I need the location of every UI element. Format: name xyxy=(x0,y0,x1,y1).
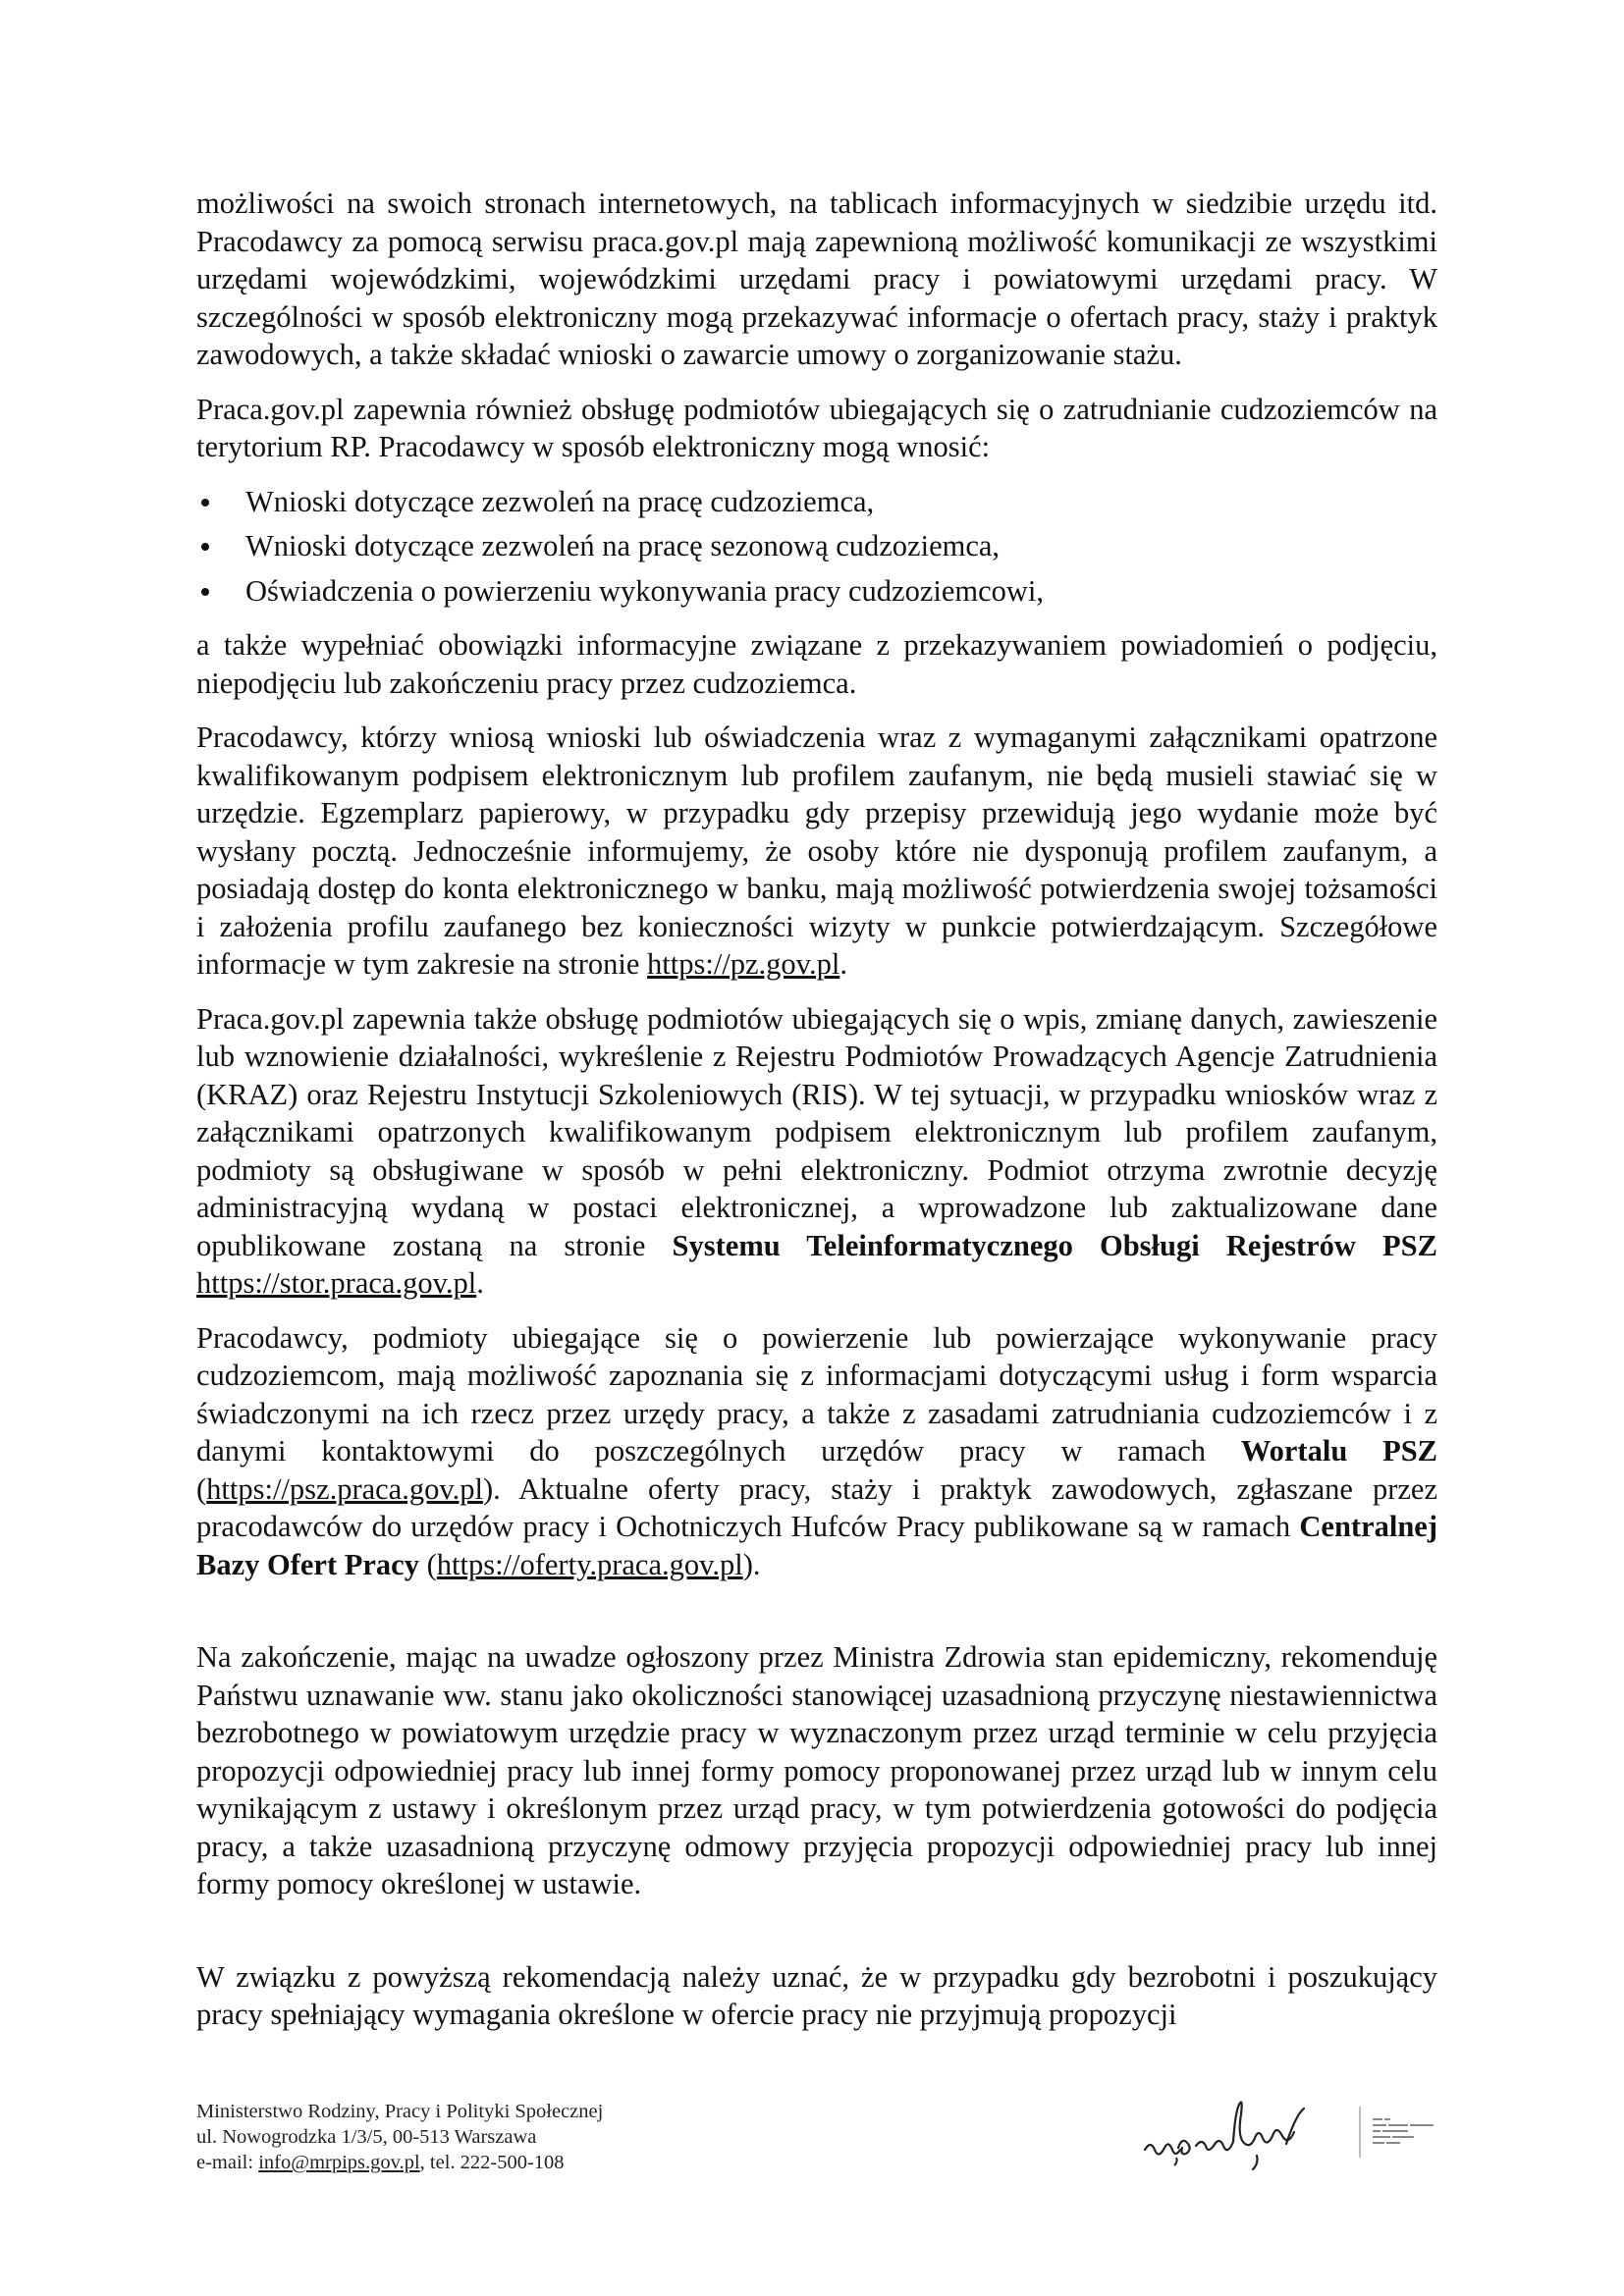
footer-ministry: Ministerstwo Rodziny, Pracy i Polityki Społecznej xyxy=(196,2101,604,2122)
oferty-praca-link[interactable]: https://oferty.praca.gov.pl xyxy=(436,1547,743,1581)
list-item: Wnioski dotyczące zezwoleń na pracę cudzoziemca, xyxy=(196,483,1437,521)
cbop-name: Centralnej Bazy Ofert Pracy xyxy=(196,1510,1437,1581)
paragraph-6 xyxy=(196,1319,1437,1584)
pz-gov-link[interactable]: https://pz.gov.pl xyxy=(647,947,840,981)
bullet-list xyxy=(196,483,1437,611)
footer-phone: , tel. 222-500-108 xyxy=(419,2152,565,2173)
paragraph-1: możliwości na swoich stronach internetowych, na tablicach informacyjnych w siedzibie urzędu itd. Pracodawcy za pomocą serwisu praca.gov.pl mają zapewnioną możliwość komunikacji ze wszystkimi urzędami wojewódzkimi, wojewódzkimi urzędami pracy i powiatowymi urzędami pracy. W szczególności w sposób elektroniczny mogą przekazywać informacje o ofertach pracy, staży i praktyk zawodowych, a także składać wnioski o zawarcie umowy o zorganizowanie stażu. xyxy=(196,187,1437,371)
paragraph-4-text: Pracodawcy, którzy wniosą wnioski lub oświadczenia wraz z wymaganymi załącznikami opatrzone kwalifikowanym podpisem elektronicznym lub profilem zaufanym, nie będą musieli stawiać się w urzędzie. Egzemplarz papierowy, w przypadku gdy przepisy przewidują jego wydanie może być wysłany pocztą. Jednocześnie informujemy, że osoby które nie dysponują profilem zaufanym, a posiadają dostęp do konta elektronicznego w banku, mają możliwość potwierdzenia swojej tożsamości i założenia profilu zaufanego bez konieczności wizyty w punkcie potwierdzającym. Szczegółowe informacje w tym zakresie na stronie xyxy=(196,721,1437,981)
paragraph-6-c: ). Aktualne oferty pracy, staży i praktyk zawodowych, zgłaszane przez pracodawców do urzędów pracy i Ochotniczych Hufców Pracy publikowane są w ramach xyxy=(196,1471,1437,1543)
wortal-psz-name: Wortalu PSZ xyxy=(1240,1434,1438,1468)
signature-divider xyxy=(1359,2107,1361,2158)
paragraph-6-a: Pracodawcy, podmioty ubiegające się o powierzenie lub powierzające wykonywanie pracy cudzoziemcom, mają możliwość zapoznania się z informacjami dotyczącymi usług i form wsparcia świadczonymi na ich rzecz przez urzędy pracy, a także z zasadami zatrudniania cudzoziemców i z danymi kontaktowymi do poszczególnych urzędów pracy w ramach xyxy=(196,1320,1437,1468)
paragraph-7: Na zakończenie, mając na uwadze ogłoszony przez Ministra Zdrowia stan epidemiczny, rekomenduję Państwu uznawanie ww. stanu jako okoliczności stanowiącej uzasadnioną przyczynę niestawiennictwa bezrobotnego w powiatowym urzędzie pracy w wyznaczonym przez urząd terminie w celu przyjęcia propozycji odpowiedniej pracy lub innej formy pomocy proponowanej przez urząd lub w innym celu wynikającym z ustawy i określonym przez urząd pracy, w tym potwierdzenia gotowości do podjęcia pracy, a także uzasadnioną przyczynę odmowy przyjęcia propozycji odpowiedniej pracy lub innej formy pomocy określonej w ustawie. xyxy=(196,1640,1437,1900)
paragraph-6-d: ( xyxy=(418,1547,437,1581)
paragraph-6-e: ). xyxy=(742,1547,761,1581)
stor-praca-link[interactable]: https://stor.praca.gov.pl xyxy=(196,1266,477,1300)
paragraph-5 xyxy=(196,1000,1437,1303)
document-body xyxy=(196,185,1437,2034)
paragraph-3: a także wypełniać obowiązki informacyjne związane z przekazywaniem powiadomień o podjęciu, niepodjęciu lub zakończeniu pracy przez cudzoziemca. xyxy=(196,628,1437,700)
paragraph-4-end: . xyxy=(839,947,847,981)
list-item: Oświadczenia o powierzeniu wykonywania pracy cudzoziemcowi, xyxy=(196,572,1437,611)
paragraph-5-end: . xyxy=(476,1266,484,1300)
signature-icon xyxy=(1139,2099,1335,2177)
footer-email-label: e-mail: xyxy=(196,2152,259,2173)
page-footer xyxy=(196,2099,1437,2187)
paragraph-6-b: ( xyxy=(196,1471,207,1506)
footer-street: ul. Nowogrodzka 1/3/5, 00-513 Warszawa xyxy=(196,2126,537,2148)
stamp-icon xyxy=(1373,2116,1435,2150)
footer-email-link[interactable]: info@mrpips.gov.pl xyxy=(258,2152,420,2173)
psz-praca-link[interactable]: https://psz.praca.gov.pl xyxy=(206,1471,483,1506)
paragraph-5-text: Praca.gov.pl zapewnia także obsługę podmiotów ubiegających się o wpis, zmianę danych, zawieszenie lub wznowienie działalności, wykreślenie z Rejestru Podmiotów Prowadzących Agencje Zatrudnienia (KRAZ) oraz Rejestru Instytucji Szkoleniowych (RIS). W tej sytuacji, w przypadku wniosków wraz z załącznikami opatrzonych kwalifikowanym podpisem elektronicznym lub profilem zaufanym, podmioty są obsługiwane w sposób w pełni elektroniczny. Podmiot otrzyma zwrotnie decyzję administracyjną wydaną w postaci elektronicznej, a wprowadzone lub zaktualizowane dane opublikowane zostaną na stronie xyxy=(196,1001,1437,1262)
stor-system-name: Systemu Teleinformatycznego Obsługi Rejestrów PSZ xyxy=(672,1228,1437,1262)
paragraph-4 xyxy=(196,719,1437,984)
paragraph-8: W związku z powyższą rekomendacją należy uznać, że w przypadku gdy bezrobotni i poszukujący pracy spełniający wymagania określone w ofercie pracy nie przyjmują propozycji xyxy=(196,1959,1437,2031)
paragraph-2: Praca.gov.pl zapewnia również obsługę podmiotów ubiegających się o zatrudnianie cudzoziemców na terytorium RP. Pracodawcy w sposób elektroniczny mogą wnosić: xyxy=(196,392,1437,463)
list-item: Wnioski dotyczące zezwoleń na pracę sezonową cudzoziemca, xyxy=(196,527,1437,565)
